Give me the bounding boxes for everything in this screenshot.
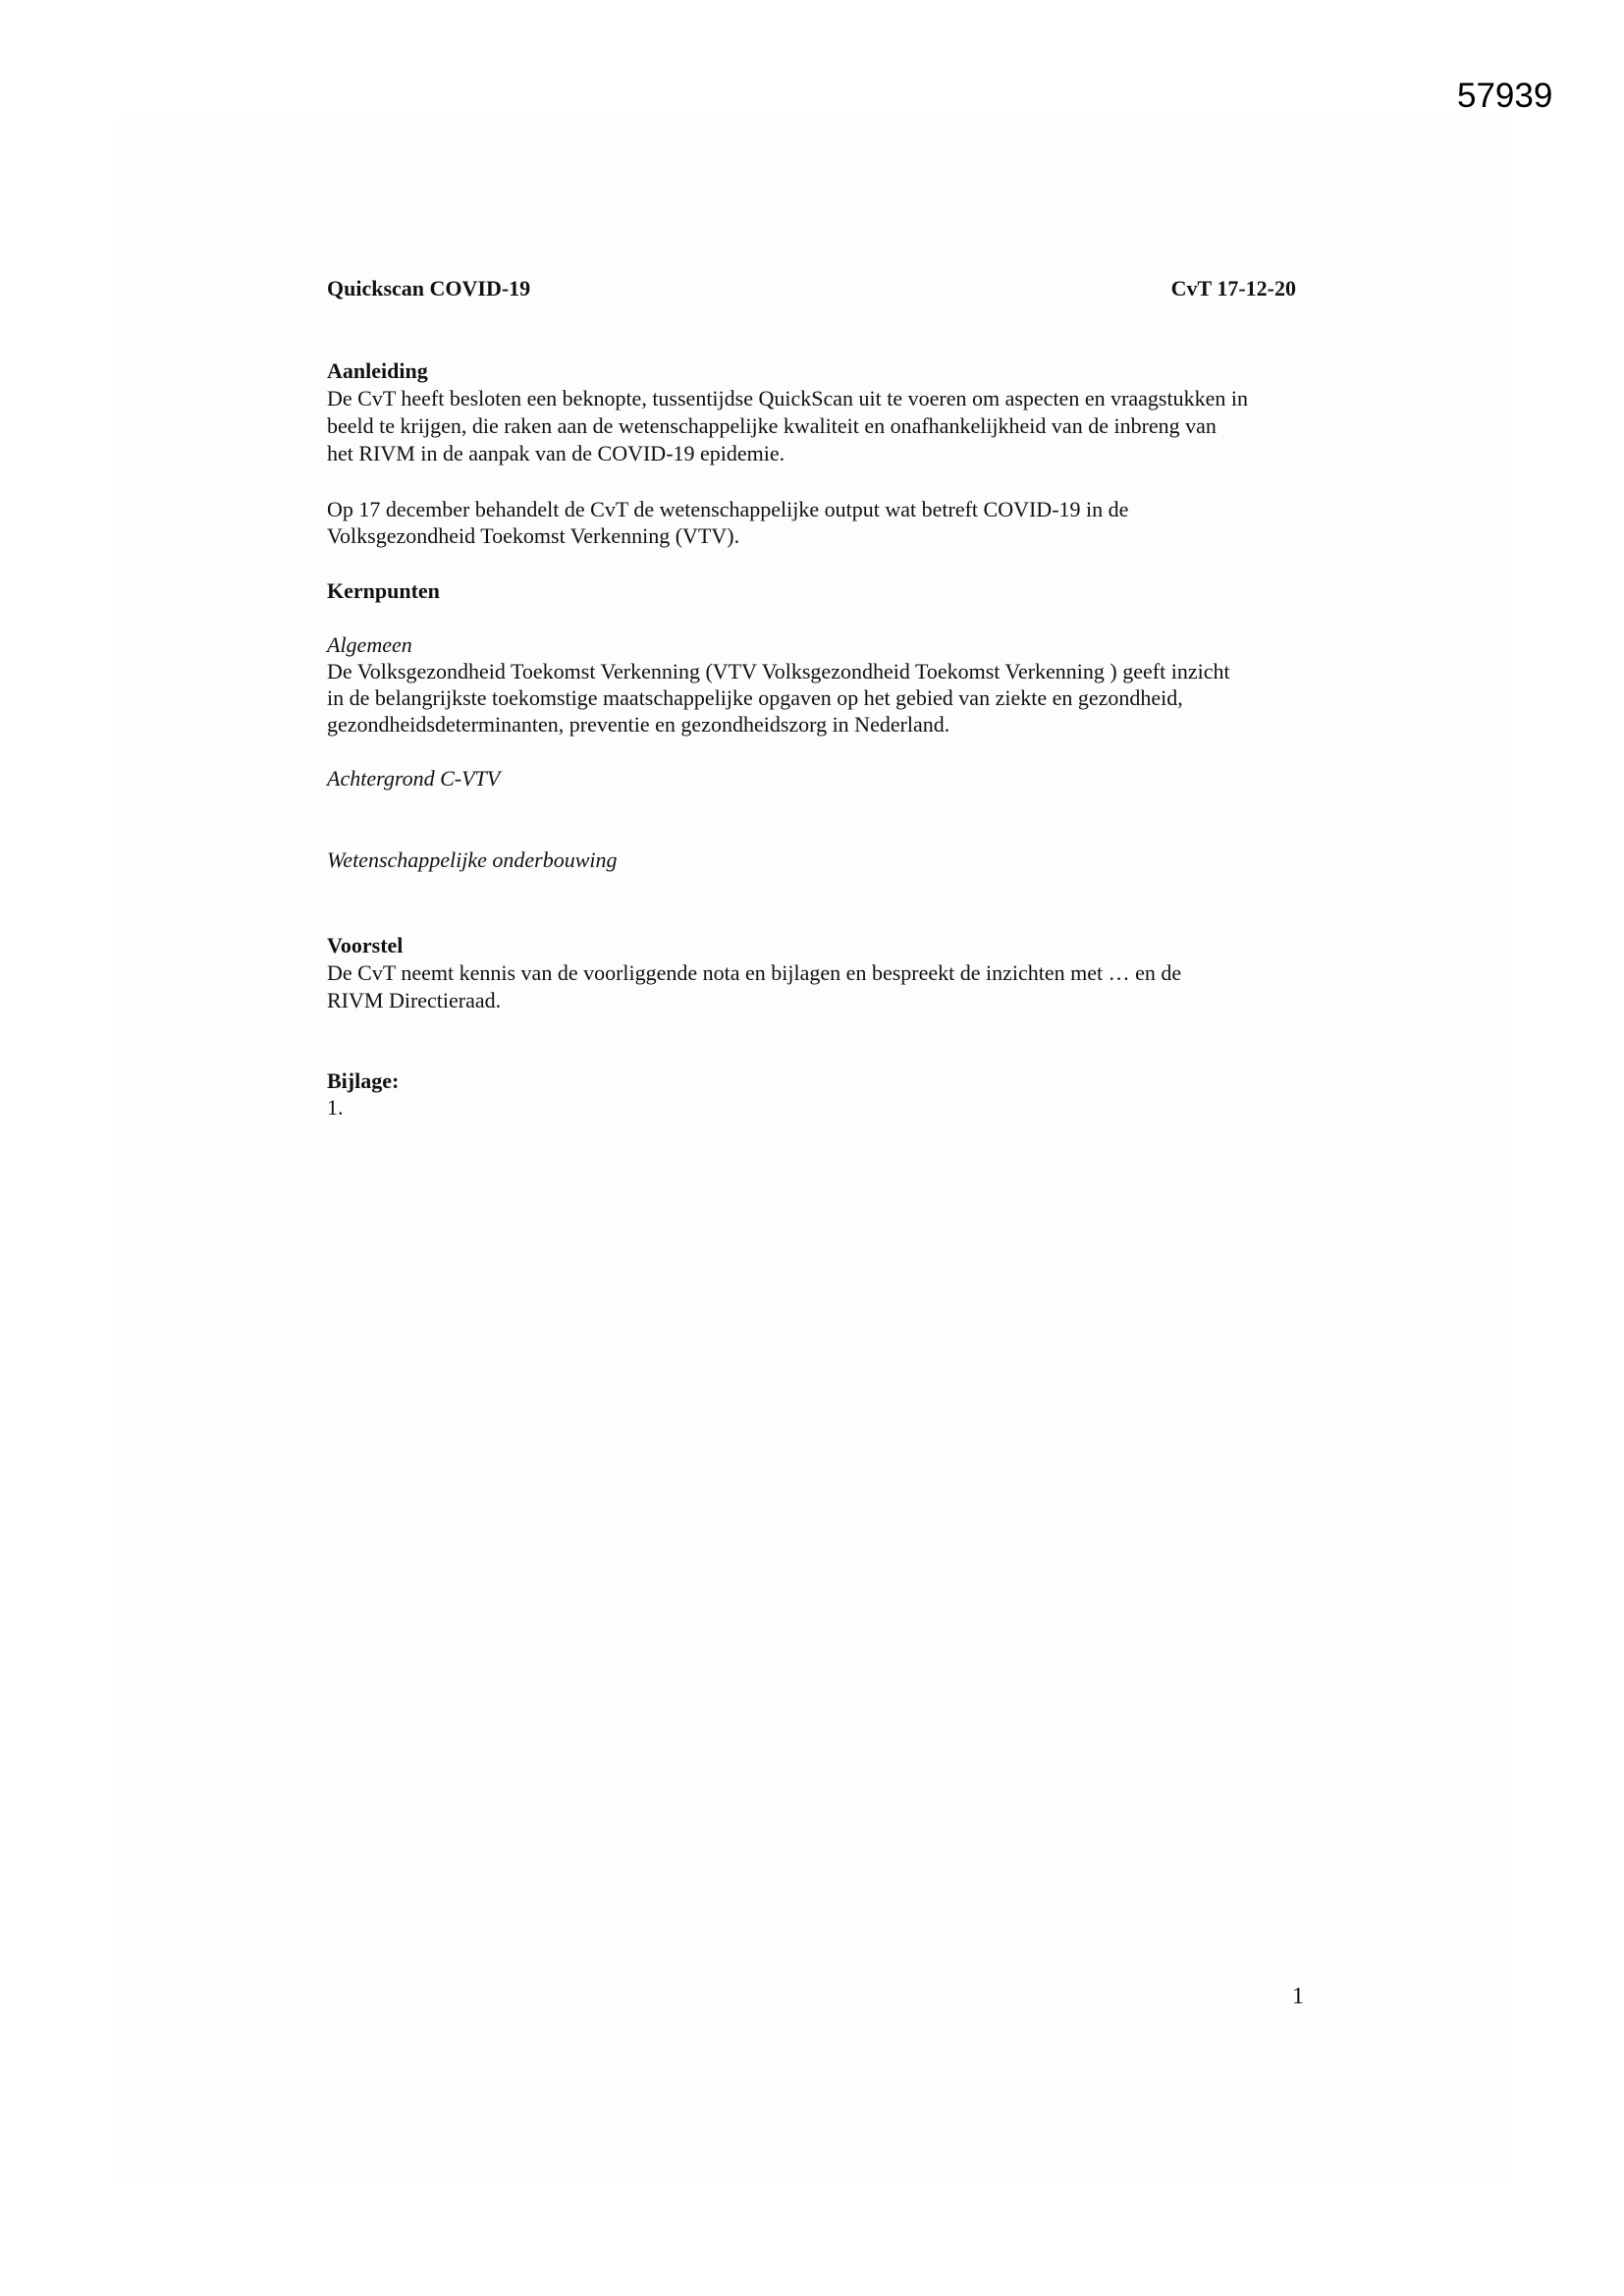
document-number: 57939 [1457, 77, 1553, 115]
paragraph-line: De Volksgezondheid Toekomst Verkenning (VTV Volksgezondheid Toekomst Verkenning ) geeft inzicht [327, 659, 1230, 683]
subheading-achtergrond: Achtergrond C-VTV [327, 766, 501, 791]
paragraph-line: gezondheidsdeterminanten, preventie en gezondheidszorg in Nederland. [327, 712, 950, 737]
heading-bijlage: Bijlage: [327, 1068, 400, 1093]
paragraph-line: beeld te krijgen, die raken aan de wetenschappelijke kwaliteit en onafhankelijkheid van de inbreng van [327, 413, 1217, 438]
subheading-onderbouwing: Wetenschappelijke onderbouwing [327, 847, 618, 872]
bijlage-item: 1. [327, 1095, 344, 1120]
paragraph-line: RIVM Directieraad. [327, 988, 502, 1012]
paragraph-line: De CvT neemt kennis van de voorliggende nota en bijlagen en bespreekt de inzichten met … en de [327, 960, 1182, 985]
page-number: 1 [1292, 1984, 1304, 2009]
heading-aanleiding: Aanleiding [327, 358, 428, 383]
paragraph-line: in de belangrijkste toekomstige maatschappelijke opgaven op het gebied van ziekte en gezondheid, [327, 685, 1183, 710]
document-reference: CvT 17-12-20 [1170, 276, 1296, 301]
paragraph-line: Volksgezondheid Toekomst Verkenning (VTV). [327, 523, 740, 548]
paragraph-line: het RIVM in de aanpak van de COVID-19 epidemie. [327, 441, 785, 465]
document-title: Quickscan COVID-19 [327, 276, 531, 301]
heading-voorstel: Voorstel [327, 933, 404, 957]
paragraph-line: De CvT heeft besloten een beknopte, tussentijdse QuickScan uit te voeren om aspecten en vraagstukken in [327, 386, 1248, 410]
paragraph-line: Op 17 december behandelt de CvT de wetenschappelijke output wat betreft COVID-19 in de [327, 497, 1129, 521]
subheading-algemeen: Algemeen [327, 632, 412, 657]
heading-kernpunten: Kernpunten [327, 578, 440, 603]
